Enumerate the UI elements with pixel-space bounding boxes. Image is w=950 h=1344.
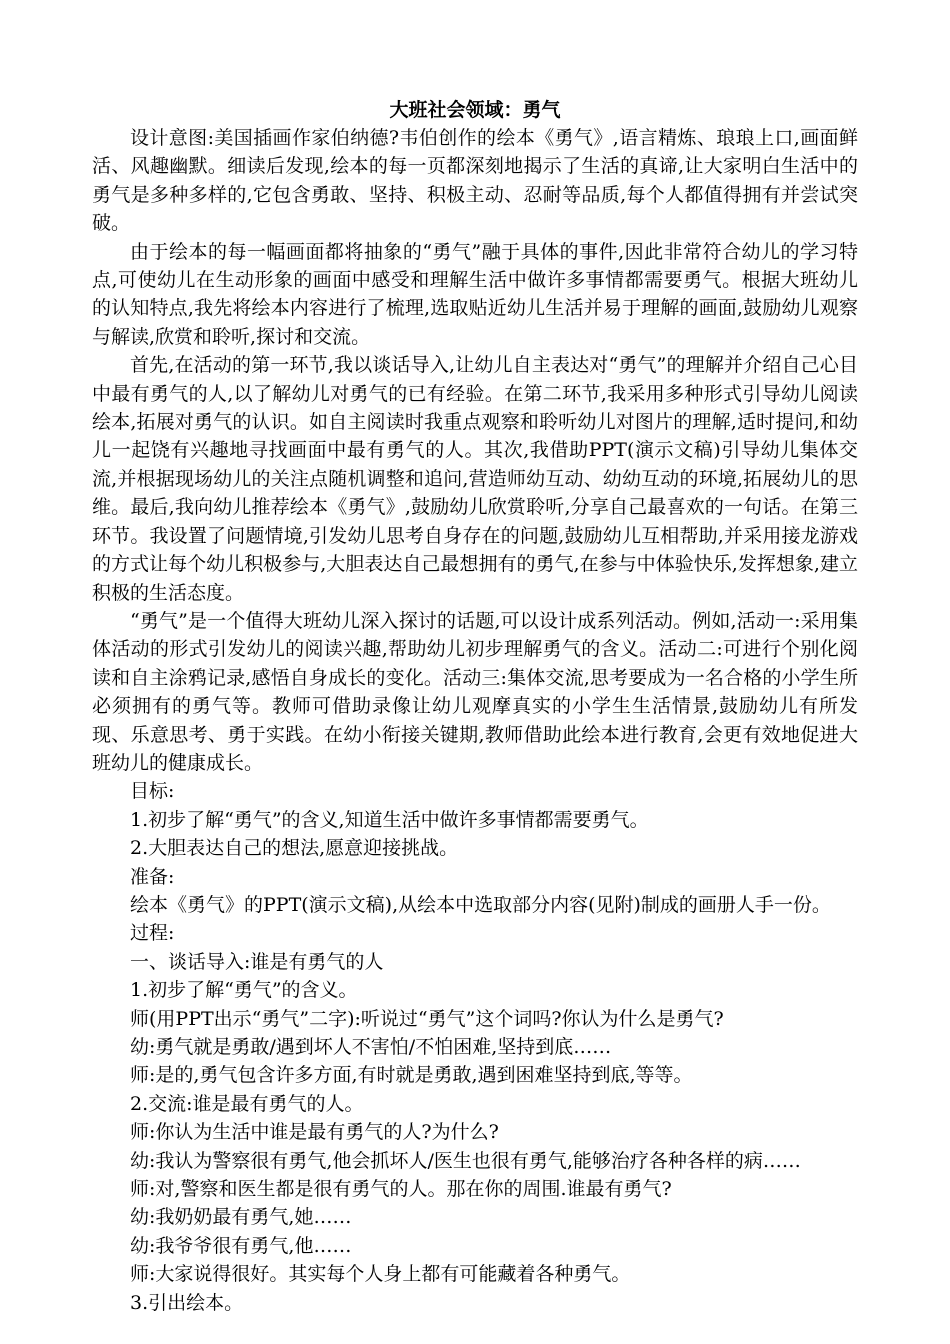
goal-item: 2.大胆表达自己的想法,愿意迎接挑战。 bbox=[130, 837, 459, 860]
dialogue-line: 幼:我爷爷很有勇气,他…… bbox=[130, 1234, 352, 1257]
heading-goals: 目标: bbox=[130, 780, 175, 803]
goal-item: 1.初步了解“勇气”的含义,知道生活中做许多事情都需要勇气。 bbox=[130, 808, 649, 831]
paragraph-picture-book: 由于绘本的每一幅画面都将抽象的“勇气”融于具体的事件,因此非常符合幼儿的学习特点,可使幼儿在生动形象的画面中感受和理解生活中做许多事情都需要勇气。根据大班幼儿的认知特点,我先将绘本内容进行了梳理,选取贴近幼儿生活并易于理解的画面,鼓励幼儿观察与解读,欣赏和聆听,探讨和交流。 bbox=[92, 240, 858, 348]
paragraph-design-intent: 设计意图:美国插画作家伯纳德?韦伯创作的绘本《勇气》,语言精炼、琅琅上口,画面鲜活、风趣幽默。细读后发现,绘本的每一页都深刻地揭示了生活的真谛,让大家明白生活中的勇气是多种多样的,它包含勇敢、坚持、积极主动、忍耐等品质,每个人都值得拥有并尝试突破。 bbox=[92, 127, 858, 235]
process-step: 2.交流:谁是最有勇气的人。 bbox=[130, 1092, 364, 1115]
dialogue-line: 师:大家说得很好。其实每个人身上都有可能藏着各种勇气。 bbox=[130, 1263, 631, 1286]
dialogue-line: 幼:我奶奶最有勇气,她…… bbox=[130, 1206, 352, 1229]
heading-process: 过程: bbox=[130, 922, 175, 945]
paragraph-series-activities: “勇气”是一个值得大班幼儿深入探讨的话题,可以设计成系列活动。例如,活动一:采用集体活动的形式引发幼儿的阅读兴趣,帮助幼儿初步理解勇气的含义。活动二:可进行个别化阅读和自主涂鸦记录,感悟自身成长的变化。活动三:集体交流,思考要成为一名合格的小学生所必须拥有的勇气等。教师可借助录像让幼儿观摩真实的小学生生活情景,鼓励幼儿有所发现、乐意思考、勇于实践。在幼小衔接关键期,教师借助此绘本进行教育,会更有效地促进大班幼儿的健康成长。 bbox=[92, 609, 858, 774]
document-title: 大班社会领域：勇气 bbox=[389, 99, 561, 121]
dialogue-line: 师:你认为生活中谁是最有勇气的人?为什么? bbox=[130, 1121, 499, 1144]
preparation-text: 绘本《勇气》的PPT(演示文稿),从绘本中选取部分内容(见附)制成的画册人手一份。 bbox=[130, 893, 831, 916]
dialogue-line: 师:是的,勇气包含许多方面,有时就是勇敢,遇到困难坚持到底,等等。 bbox=[130, 1064, 693, 1087]
dialogue-line: 幼:我认为警察很有勇气,他会抓坏人/医生也很有勇气,能够治疗各种各样的病…… bbox=[130, 1149, 801, 1172]
dialogue-line: 幼:勇气就是勇敢/遇到坏人不害怕/不怕困难,坚持到底…… bbox=[130, 1036, 612, 1058]
process-step: 3.引出绘本。 bbox=[130, 1291, 244, 1314]
dialogue-line: 师(用PPT出示“勇气”二字):听说过“勇气”这个词吗?你认为什么是勇气? bbox=[130, 1007, 724, 1030]
heading-preparation: 准备: bbox=[130, 865, 175, 888]
process-section-heading: 一、谈话导入:谁是有勇气的人 bbox=[130, 950, 384, 973]
document-body bbox=[92, 124, 858, 1317]
paragraph-activity-steps: 首先,在活动的第一环节,我以谈话导入,让幼儿自主表达对“勇气”的理解并介绍自己心目中最有勇气的人,以了解幼儿对勇气的已有经验。在第二环节,我采用多种形式引导幼儿阅读绘本,拓展对勇气的认识。如自主阅读时我重点观察和聆听幼儿对图片的理解,适时提问,和幼儿一起饶有兴趣地寻找画面中最有勇气的人。其次,我借助PPT(演示文稿)引导幼儿集体交流,并根据现场幼儿的关注点随机调整和追问,营造师幼互动、幼幼互动的环境,拓展幼儿的思维。最后,我向幼儿推荐绘本《勇气》,鼓励幼儿欣赏聆听,分享自己最喜欢的一句话。在第三环节。我设置了问题情境,引发幼儿思考自身存在的问题,鼓励幼儿互相帮助,并采用接龙游戏的方式让每个幼儿积极参与,大胆表达自己最想拥有的勇气,在参与中体验快乐,发挥想象,建立积极的生活态度。 bbox=[92, 354, 858, 604]
process-step: 1.初步了解“勇气”的含义。 bbox=[130, 979, 358, 1002]
dialogue-line: 师:对,警察和医生都是很有勇气的人。那在你的周围.谁最有勇气? bbox=[130, 1178, 672, 1201]
